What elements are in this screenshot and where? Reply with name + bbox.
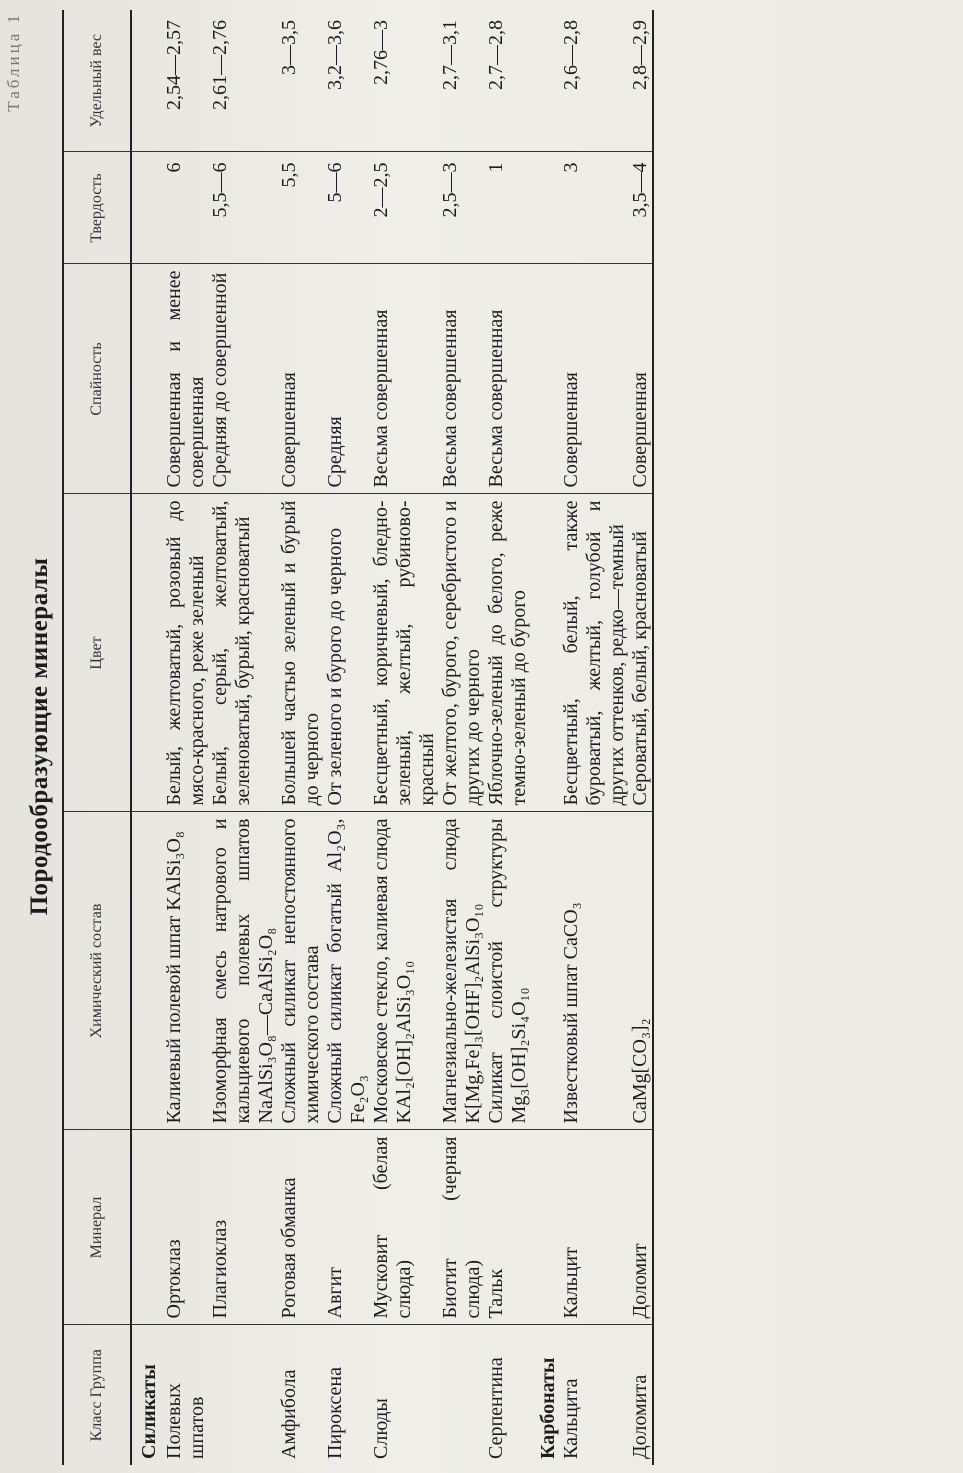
cell-group: [439, 1325, 485, 1465]
cell-hardness: 5—6: [324, 152, 370, 264]
cell-hardness: 2,5—3: [439, 152, 485, 264]
cell-mineral: Биотит (черная слюда): [439, 1130, 485, 1325]
header-density: Удельный вес: [63, 10, 131, 152]
cell-cleavage: Весьма совершенная: [485, 264, 531, 494]
class-label: Силикаты: [138, 1364, 160, 1459]
header-hardness: Твердость: [63, 152, 131, 264]
cell-color: От зеленого и бурого до черного: [324, 494, 370, 812]
cell-hardness: 5,5—6: [209, 152, 278, 264]
cell-density: 3—3,5: [278, 10, 324, 152]
table-row: [629, 10, 653, 1465]
table-row: [161, 10, 209, 1465]
cell-density: 3,2—3,6: [324, 10, 370, 152]
header-composition: Химический состав: [63, 812, 131, 1130]
cell-cleavage: Совершенная: [278, 264, 324, 494]
cell-mineral: Ортоклаз: [161, 1130, 209, 1325]
cell-mineral: Авгит: [324, 1130, 370, 1325]
cell-hardness: 6: [161, 152, 209, 264]
cell-hardness: 3: [560, 152, 629, 264]
cell-composition: Калиевый полевой шпат KAlSi₃O₈: [161, 812, 209, 1130]
cell-composition: Магнезиально-железистая слюда K[Mg,Fe]₃[OHF]₂AlSi₃O₁₀: [439, 812, 485, 1130]
cell-color: Белый, серый, желтоватый, зеленоватый, бурый, красноватый: [209, 494, 278, 812]
cell-cleavage: Весьма совершенная: [439, 264, 485, 494]
cell-cleavage: Совершенная и менее совершенная: [161, 264, 209, 494]
cell-group: Пироксена: [324, 1367, 346, 1459]
header-mineral: Минерал: [63, 1130, 131, 1325]
cell-density: 2,8—2,9: [629, 10, 653, 152]
cell-mineral: Роговая обманка: [278, 1130, 324, 1325]
cell-color: Сероватый, белый, красноватый: [629, 494, 653, 812]
cell-color: Бесцветный, белый, также буроватый, желтый, голубой и других оттенков, редко—темный: [560, 494, 629, 812]
cell-density: 2,6—2,8: [560, 10, 629, 152]
cell-density: 2,7—3,1: [439, 10, 485, 152]
cell-group: Полевых шпатов: [163, 1383, 208, 1459]
table-row: [439, 10, 485, 1465]
cell-group: Кальцита: [560, 1378, 582, 1459]
cell-group: [209, 1325, 278, 1465]
header-row: [63, 10, 131, 1465]
cell-cleavage: Весьма совершенная: [370, 264, 439, 494]
cell-color: Бесцветный, коричневый, бледно-зеленый, желтый, рубиново-красный: [370, 494, 439, 812]
cell-composition: Силикат слоистой структуры Mg₃[OH]₂Si₄O₁₀: [485, 812, 531, 1130]
minerals-table: [62, 10, 654, 1465]
cell-color: Яблочно-зеленый до белого, реже темно-зеленый до бурого: [485, 494, 531, 812]
table-row: [209, 10, 278, 1465]
cell-composition: Сложный силикат непостоянного химического состава: [278, 812, 324, 1130]
cell-mineral: Тальк: [485, 1130, 531, 1325]
cell-density: 2,7—2,8: [485, 10, 531, 152]
table-title: Породообразующие минералы: [26, 557, 53, 916]
cell-density: 2,76—3: [370, 10, 439, 152]
cell-cleavage: Совершенная: [560, 264, 629, 494]
cell-color: Большей частью зеленый и бурый до черного: [278, 494, 324, 812]
cell-cleavage: Совершенная: [629, 264, 653, 494]
cell-composition: Известковый шпат CaCO₃: [560, 812, 629, 1130]
cell-hardness: 1: [485, 152, 531, 264]
cell-color: От желтого, бурого, серебристого и других до черного: [439, 494, 485, 812]
cell-composition: Изоморфная смесь натрового и кальциевого полевых шпатов NaAlSi₃O₈—CaAlSi₂O₈: [209, 812, 278, 1130]
header-group: Класс Группа: [63, 1325, 131, 1465]
cell-mineral: Кальцит: [560, 1130, 629, 1325]
cell-density: 2,54—2,57: [161, 10, 209, 152]
cell-cleavage: Средняя до совершенной: [209, 264, 278, 494]
table-row: [324, 10, 370, 1465]
table-row: [278, 10, 324, 1465]
class-row-silicates: [131, 10, 161, 1465]
cell-group: Амфибола: [278, 1369, 300, 1459]
cell-composition: Сложный силикат богатый Al₂O₃, Fe₂O₃: [324, 812, 370, 1130]
cell-mineral: Доломит: [629, 1130, 653, 1325]
table-row: [485, 10, 531, 1465]
cell-group: Доломита: [629, 1325, 653, 1465]
table-number-label: Таблица 1: [4, 12, 23, 112]
cell-mineral: Мусковит (белая слюда): [370, 1130, 439, 1325]
cell-group: Серпентина: [485, 1357, 507, 1459]
header-color: Цвет: [63, 494, 131, 812]
cell-color: Белый, желтоватый, розовый до мясо-красного, реже зеленый: [161, 494, 209, 812]
cell-hardness: 3,5—4: [629, 152, 653, 264]
table-row: [560, 10, 629, 1465]
class-row-carbonates: [531, 10, 560, 1465]
cell-composition: CaMg[CO₃]₂: [629, 812, 653, 1130]
cell-cleavage: Средняя: [324, 264, 370, 494]
class-label: Карбонаты: [537, 1357, 559, 1459]
cell-composition: Московское стекло, калиевая слюда KAl₂[OH]₂AlSi₃O₁₀: [370, 812, 439, 1130]
cell-hardness: 2—2,5: [370, 152, 439, 264]
cell-mineral: Плагиоклаз: [209, 1130, 278, 1325]
cell-density: 2,61—2,76: [209, 10, 278, 152]
cell-hardness: 5,5: [278, 152, 324, 264]
header-cleavage: Спайность: [63, 264, 131, 494]
table-row: [370, 10, 439, 1465]
cell-group: Слюды: [370, 1398, 392, 1459]
